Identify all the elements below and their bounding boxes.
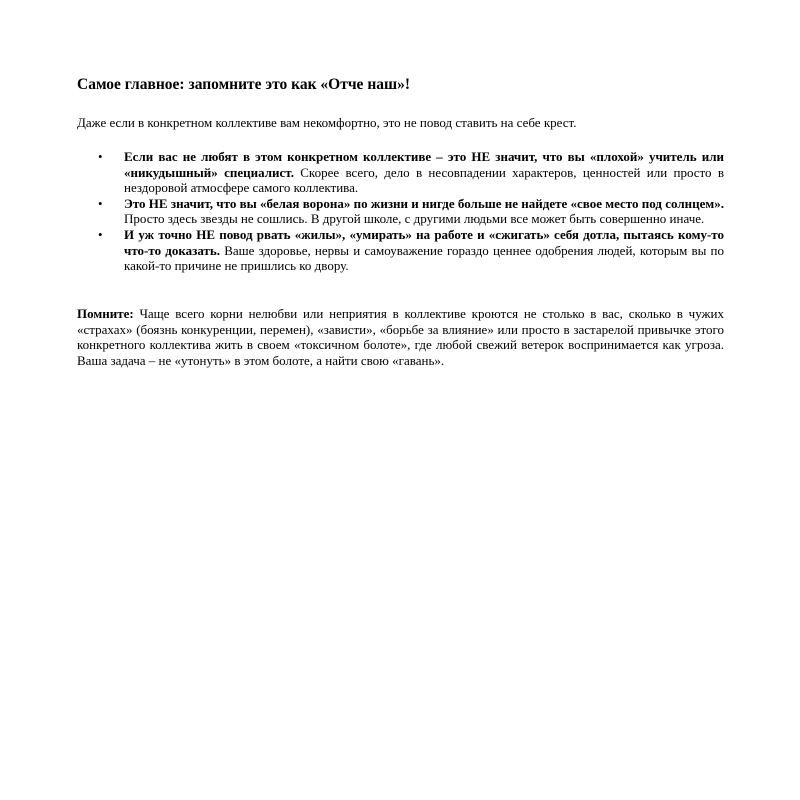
- list-item-text: Ваше здоровье, нервы и самоуважение гораздо ценнее одобрения людей, которым вы по какой-то причине не пришлись ко двору.: [124, 242, 725, 274]
- list-item: [77, 196, 724, 227]
- list-item-text: Просто здесь звезды не сошлись. В другой школе, с другими людьми все может быть совершенно иначе.: [124, 211, 705, 227]
- list-item-text: Скорее всего, дело в несовпадении характеров, ценностей или просто в нездоровой атмосфере самого коллектива.: [124, 164, 724, 196]
- list-item-bold-text: И уж точно НЕ повод рвать «жилы», «умирать» на работе и «сжигать» себя дотла, пытаясь кому-то что-то доказать.: [124, 226, 724, 258]
- bullet-icon: •: [98, 195, 103, 211]
- section-heading: Самое главное: запомните это как «Отче наш»!: [77, 76, 410, 93]
- list-item: [77, 149, 724, 196]
- list-item: [77, 227, 724, 274]
- bullet-icon: •: [98, 226, 103, 242]
- reminder-text: Чаще всего корни нелюбви или неприятия в коллективе кроются не столько в вас, сколько в чужих «страхах» (боязнь конкуренции, перемен), «зависти», «борьбе за влияние» или просто в застарелой привычке этого конкретного коллектива жить в своем «токсичном болоте», где любой свежий ветерок воспринимается как угроза. Ваша задача – не «утонуть» в этом болоте, а найти свою «гавань».: [77, 306, 724, 368]
- reminder-paragraph: [77, 306, 724, 368]
- reminder-label: Помните:: [77, 306, 134, 321]
- bullet-list: [77, 149, 724, 274]
- bullet-icon: •: [98, 149, 103, 164]
- intro-paragraph: Даже если в конкретном коллективе вам некомфортно, это не повод ставить на себе крест.: [77, 115, 577, 130]
- list-item-bold-text: Это НЕ значит, что вы «белая ворона» по жизни и нигде больше не найдете «свое место под солнцем».: [124, 195, 724, 211]
- list-item-bold-text: Если вас не любят в этом конкретном коллективе – это НЕ значит, что вы «плохой» учитель или «никудышный» специалист.: [124, 149, 724, 180]
